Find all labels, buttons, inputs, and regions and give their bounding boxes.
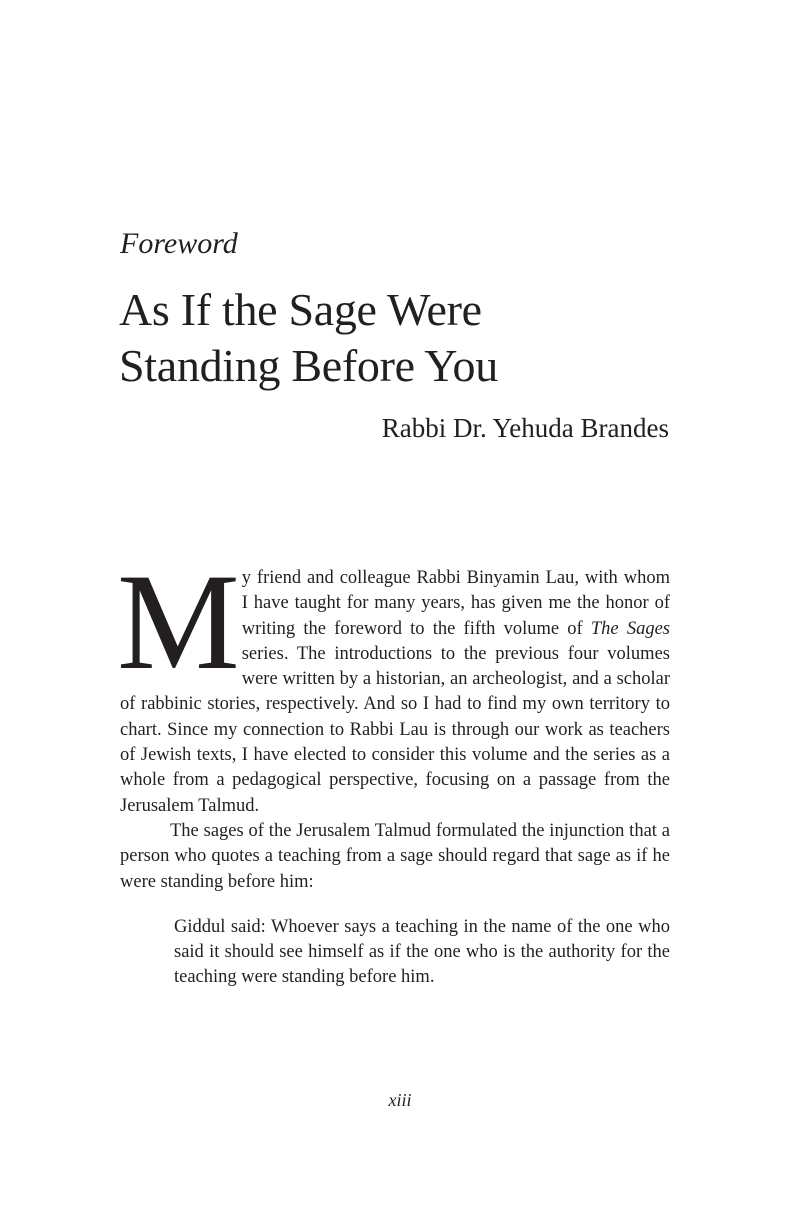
block-quote: Giddul said: Whoever says a teaching in the name of the one who said it should see himself as if the one who is the authority for the teaching were standing before him. — [174, 916, 670, 988]
drop-cap: M — [117, 545, 240, 698]
chapter-title-line-1: As If the Sage Were — [119, 284, 482, 335]
paragraph-1 — [117, 545, 670, 819]
paragraph-1-text-b: series. The introductions to the previous four volumes were written by a historian, an archeologist, and a scholar of rabbinic stories, respectively. And so I had to find my own territory to chart. Since my connection to Rabbi Lau is through our work as teachers of Jewish texts, I have elected to consider this volume and the series as a whole from a pedagogical perspective, focusing on a passage from the Jerusalem Talmud. — [120, 643, 670, 816]
section-label: Foreword — [120, 227, 238, 260]
paragraph-1-text-a: y friend and colleague Rabbi Binyamin Lau, with whom I have taught for many years, has given me the honor of writing the foreword to the fifth volume of — [241, 568, 670, 639]
author-name: Rabbi Dr. Yehuda Brandes — [381, 413, 669, 443]
book-series-title: The Sages — [590, 618, 670, 639]
chapter-title-line-2: Standing Before You — [119, 340, 498, 391]
page-number: xiii — [388, 1090, 412, 1110]
body-text — [117, 545, 670, 991]
paragraph-2: The sages of the Jerusalem Talmud formulated the injunction that a person who quotes a teaching from a sage should regard that sage as if he were standing before him: — [120, 820, 670, 892]
chapter-title — [119, 282, 679, 394]
